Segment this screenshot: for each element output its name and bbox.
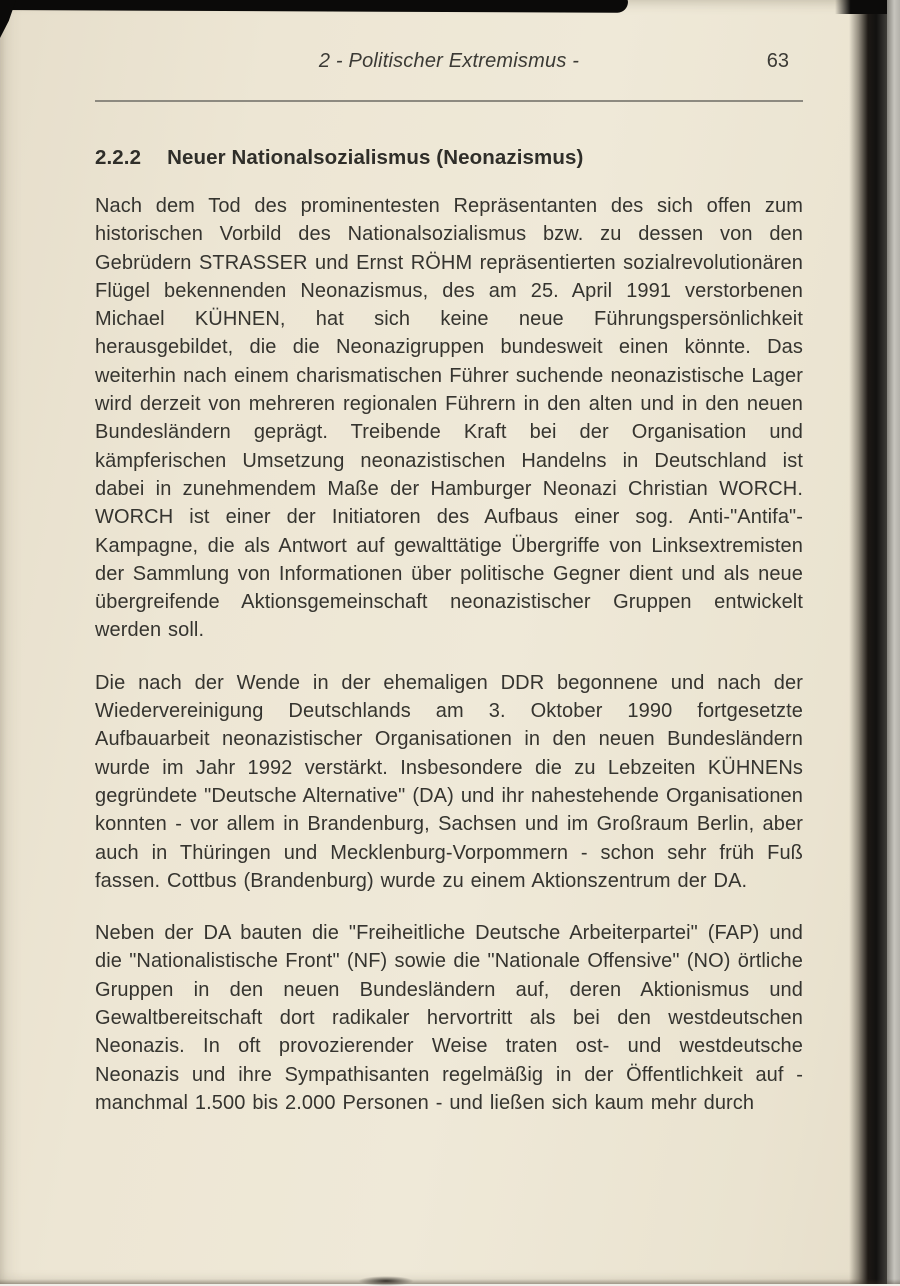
running-title: 2 - Politischer Extremismus - [319, 50, 579, 72]
scan-artifact-bottom-edge [0, 1279, 900, 1284]
paragraph-neonazismus-intro: Nach dem Tod des prominentesten Repräsentanten des sich offen zum historischen Vorbild des Nationalsozialismus bzw. zu dessen von den Gebrüdern STRASSER und Ernst RÖHM repräsentierten sozialrevolutionären Flügel bekennenden Neonazismus, des am 25. April 1991 verstorbenen Michael KÜHNEN, hat sich keine neue Führungspersönlichkeit herausgebildet, die die Neonazigruppen bundesweit einen könnte. Das weiterhin nach einem charismatischen Führer suchende neonazistische Lager wird derzeit von mehreren regionalen Führern in den alten und in den neuen Bundesländern geprägt. Treibende Kraft bei der Organisation und kämpferischen Umsetzung neonazistischen Handelns in Deutschland ist dabei in zunehmendem Maße der Hamburger Neonazi Christian WORCH. WORCH ist einer der Initiatoren des Aufbaus einer sog. Anti-"Antifa"-Kampagne, die als Antwort auf gewalttätige Übergriffe von Linksextremisten der Sammlung von Informationen über politische Gegner dient und als neue übergreifende Aktionsgemeinschaft neonazistischer Gruppen entwickelt werden soll. [95, 192, 803, 645]
section-number: 2.2.2 [95, 146, 141, 170]
scan-artifact-right-shadow [849, 0, 887, 1284]
scan-artifact-top-left-corner [0, 0, 16, 38]
page-content [95, 0, 803, 1117]
section-title: Neuer Nationalsozialismus (Neonazismus) [167, 146, 583, 170]
header-rule [95, 100, 803, 102]
scan-artifact-right-edge [887, 0, 900, 1284]
page-number: 63 [767, 50, 789, 73]
paragraph-aufbauarbeit-ddr: Die nach der Wende in der ehemaligen DDR begonnene und nach der Wiedervereinigung Deutschlands am 3. Oktober 1990 fortgesetzte Aufbauarbeit neonazistischer Organisationen in den neuen Bundesländern wurde im Jahr 1992 verstärkt. Insbesondere die zu Lebzeiten KÜHNENs gegründete "Deutsche Alternative" (DA) und ihr nahestehende Organisationen konnten - vor allem in Brandenburg, Sachsen und im Großraum Berlin, aber auch in Thüringen und Mecklenburg-Vorpommern - schon sehr früh Fuß fassen. Cottbus (Brandenburg) wurde zu einem Aktionszentrum der DA. [95, 669, 803, 895]
section-heading [95, 146, 803, 170]
scan-artifact-top-right-corner [835, 0, 887, 14]
paragraph-fap-nf-no: Neben der DA bauten die "Freiheitliche Deutsche Arbeiterpartei" (FAP) und die "Nationalistische Front" (NF) sowie die "Nationale Offensive" (NO) örtliche Gruppen in den neuen Bundesländern auf, deren Aktionismus und Gewaltbereitschaft dort radikaler hervortritt als bei den westdeutschen Neonazis. In oft provozierender Weise traten ost- und westdeutsche Neonazis und ihre Sympathisanten regelmäßig in der Öffentlichkeit auf - manchmal 1.500 bis 2.000 Personen - und ließen sich kaum mehr durch [95, 919, 803, 1117]
running-header [95, 50, 803, 76]
